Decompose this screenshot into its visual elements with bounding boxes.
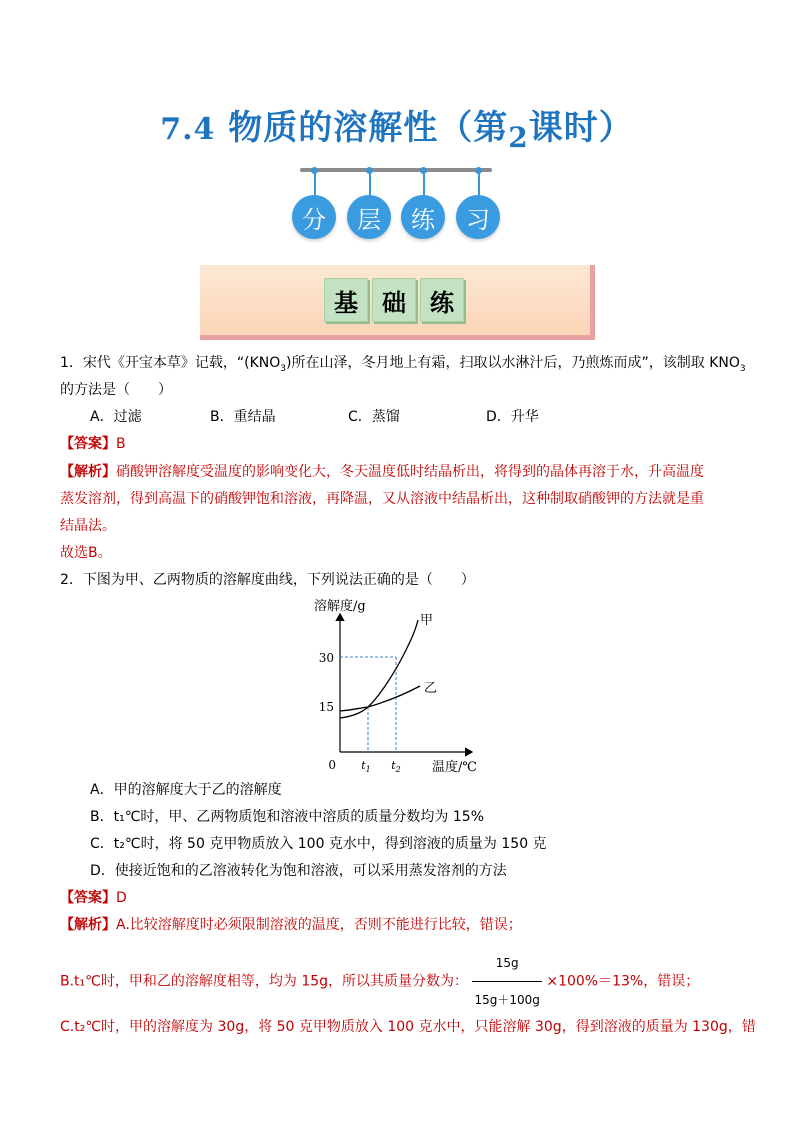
q1-analysis-line xyxy=(60,462,704,482)
numerator: 15g xyxy=(472,945,541,982)
q1-conclusion: 故选B。 xyxy=(60,545,112,561)
q1-option-a: A．过滤 xyxy=(90,409,142,425)
q2-analysis-c: C.t₂℃时，甲的溶解度为 30g，将 50 克甲物质放入 100 克水中，只能溶解 30g，得到溶液的质量为 130g，错 xyxy=(60,1019,756,1035)
x-tick-label: $t_1$ xyxy=(361,759,371,774)
title-text-b: 课时） xyxy=(528,108,634,148)
circle-badge: 练 xyxy=(401,195,445,239)
title-text-a: 物质的溶解性（第 xyxy=(228,108,509,148)
q1-stem-line2: 的方法是（ ） xyxy=(60,382,172,398)
answer-tag: 【答案】 xyxy=(60,436,116,452)
q1-option-b: B．重结晶 xyxy=(210,409,276,425)
string xyxy=(478,171,480,196)
q1-stem xyxy=(60,353,746,379)
circle-badge: 层 xyxy=(347,195,391,239)
q2-stem: 2．下图为甲、乙两物质的溶解度曲线，下列说法正确的是（ ） xyxy=(60,572,475,588)
solubility-chart xyxy=(300,590,490,780)
analysis-text: 硝酸钾溶解度受温度的影响变化大，冬天温度低时结晶析出，将得到的晶体再溶于水，升高温度 xyxy=(116,464,704,480)
denominator: 15g＋100g xyxy=(474,993,540,1007)
x-tick-label: $t_2$ xyxy=(391,759,401,774)
analysis-tag: 【解析】 xyxy=(60,464,116,480)
circle-badge: 习 xyxy=(456,195,500,239)
q2-option-d: D．使接近饱和的乙溶液转化为饱和溶液，可以采用蒸发溶剂的方法 xyxy=(90,863,507,879)
hanging-rod xyxy=(300,168,492,172)
series-label-yi: 乙 xyxy=(424,681,438,696)
q2-option-c: C．t₂℃时，将 50 克甲物质放入 100 克水中，得到溶液的质量为 150 克 xyxy=(90,836,547,852)
q1-analysis-line: 结晶法。 xyxy=(60,518,116,534)
subscript: 3 xyxy=(739,363,746,374)
q1-option-d: D．升华 xyxy=(486,409,539,425)
q2-answer xyxy=(60,888,127,908)
y-tick-label: 30 xyxy=(318,651,334,665)
q2-analysis-a xyxy=(60,915,522,935)
q1-stem-part: )所在山泽，冬月地上有霜，扫取以水淋汁后，乃煎炼而成”，该制取 KNO xyxy=(286,355,740,371)
string xyxy=(314,171,316,196)
banner-tile: 基 xyxy=(324,278,368,322)
q2-analysis-b xyxy=(60,945,699,1018)
q2-option-a: A．甲的溶解度大于乙的溶解度 xyxy=(90,782,282,798)
q2-option-b: B．t₁℃时，甲、乙两物质饱和溶液中溶质的质量分数均为 15% xyxy=(90,809,484,825)
answer-value: D xyxy=(116,890,127,906)
series-label-jia: 甲 xyxy=(420,613,434,628)
banner-tile: 础 xyxy=(372,278,416,322)
string xyxy=(369,171,371,196)
q1-stem-part: 1．宋代《开宝本草》记载，“(KNO xyxy=(60,355,281,371)
circle-badge: 分 xyxy=(292,195,336,239)
analysis-text: A.比较溶解度时必须限制溶液的温度，否则不能进行比较，错误； xyxy=(116,917,522,933)
page-title xyxy=(0,100,794,154)
series-yi-curve xyxy=(340,686,420,711)
answer-tag: 【答案】 xyxy=(60,890,116,906)
q1-answer xyxy=(60,434,126,454)
banner-tile: 练 xyxy=(420,278,464,322)
lesson-number: 7.4 xyxy=(160,112,216,147)
q1-option-c: C．蒸馏 xyxy=(348,409,400,425)
analysis-tag: 【解析】 xyxy=(60,917,116,933)
q1-analysis-line: 蒸发溶剂，得到高温下的硝酸钾饱和溶液，再降温，又从溶液中结晶析出，这种制取硝酸钾的方法就是重 xyxy=(60,491,704,507)
origin-label: 0 xyxy=(328,758,336,772)
subscript: 3 xyxy=(280,363,287,374)
answer-value: B xyxy=(116,436,126,452)
fraction xyxy=(472,945,541,1018)
y-axis-label: 溶解度/g xyxy=(314,599,366,614)
analysis-text: B.t₁℃时，甲和乙的溶解度相等，均为 15g，所以其质量分数为： xyxy=(60,973,469,990)
title-number: 2 xyxy=(508,121,529,154)
analysis-text: ×100%＝13%，错误； xyxy=(546,973,700,990)
x-axis-label: 温度/℃ xyxy=(432,760,477,775)
y-tick-label: 15 xyxy=(318,700,334,714)
string xyxy=(423,171,425,196)
